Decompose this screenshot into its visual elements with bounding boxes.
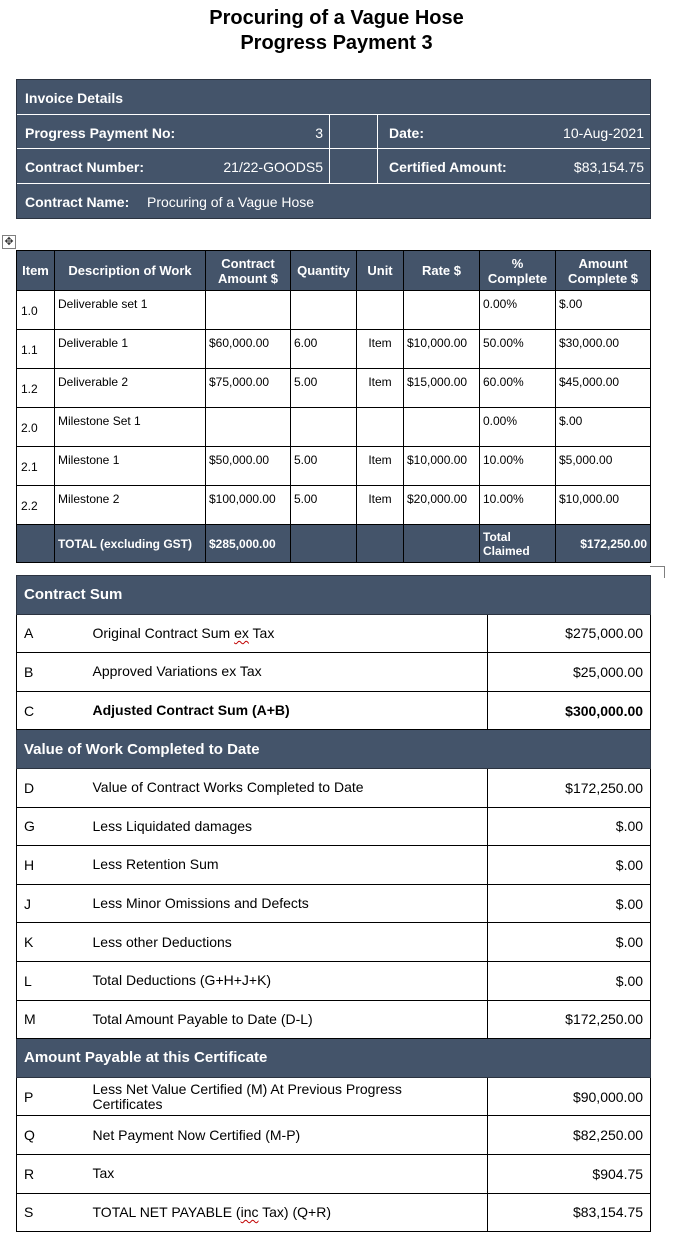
table-row — [17, 291, 651, 330]
summary-row — [17, 1000, 651, 1039]
column-header-item: Item — [17, 251, 55, 291]
item-quantity: 6.00 — [291, 330, 357, 369]
item-rate: $20,000.00 — [404, 486, 480, 525]
item-description: Deliverable 2 — [55, 369, 206, 408]
summary-row — [17, 1193, 651, 1232]
row-description: Approved Variations ex Tax — [93, 653, 488, 692]
table-resize-handle[interactable] — [650, 566, 665, 578]
item-unit: Item — [357, 447, 404, 486]
item-number: 2.1 — [17, 447, 55, 486]
row-amount: $172,250.00 — [488, 768, 651, 807]
invoice-details-panel — [16, 79, 651, 219]
summary-row — [17, 807, 651, 846]
item-rate: $15,000.00 — [404, 369, 480, 408]
row-description: Adjusted Contract Sum (A+B) — [93, 691, 488, 730]
move-cross-icon[interactable]: ✥ — [2, 235, 16, 249]
row-amount: $.00 — [488, 807, 651, 846]
item-percent-complete: 0.00% — [480, 291, 556, 330]
summary-row — [17, 884, 651, 923]
item-quantity — [291, 408, 357, 447]
item-quantity: 5.00 — [291, 486, 357, 525]
item-description: Deliverable 1 — [55, 330, 206, 369]
contract-number-value: 21/22-GOODS5 — [223, 159, 323, 175]
summary-row — [17, 961, 651, 1000]
row-code: M — [17, 1000, 93, 1039]
column-header-description: Description of Work — [55, 251, 206, 291]
row-amount: $172,250.00 — [488, 1000, 651, 1039]
row-amount: $300,000.00 — [488, 691, 651, 730]
table-row — [17, 486, 651, 525]
summary-row — [17, 1116, 651, 1155]
row-code: J — [17, 884, 93, 923]
row-code: A — [17, 614, 93, 653]
column-header-quantity: Quantity — [291, 251, 357, 291]
summary-row — [17, 614, 651, 653]
column-header-percent-complete: % Complete — [480, 251, 556, 291]
item-quantity: 5.00 — [291, 369, 357, 408]
row-amount: $82,250.00 — [488, 1116, 651, 1155]
item-unit — [357, 408, 404, 447]
item-rate — [404, 291, 480, 330]
item-number: 2.2 — [17, 486, 55, 525]
row-code: H — [17, 846, 93, 885]
column-header-contract-amount: Contract Amount $ — [206, 251, 291, 291]
row-description: Original Contract Sum ex Tax — [93, 614, 488, 653]
row-description: Less Minor Omissions and Defects — [93, 884, 488, 923]
column-header-amount-complete: Amount Complete $ — [556, 251, 651, 291]
item-contract-amount — [206, 408, 291, 447]
item-number: 1.1 — [17, 330, 55, 369]
item-quantity: 5.00 — [291, 447, 357, 486]
invoice-details-header: Invoice Details — [25, 90, 124, 106]
row-amount: $90,000.00 — [488, 1077, 651, 1116]
item-percent-complete: 10.00% — [480, 447, 556, 486]
summary-row — [17, 653, 651, 692]
row-amount: $.00 — [488, 961, 651, 1000]
certified-amount-value: $83,154.75 — [573, 159, 644, 175]
row-description: Less Liquidated damages — [93, 807, 488, 846]
document-title: Procuring of a Vague Hose — [209, 7, 464, 29]
row-code: C — [17, 691, 93, 730]
table-header-row — [17, 251, 651, 291]
divider — [329, 114, 330, 183]
item-rate: $10,000.00 — [404, 330, 480, 369]
item-contract-amount: $60,000.00 — [206, 330, 291, 369]
row-code: B — [17, 653, 93, 692]
summary-row — [17, 691, 651, 730]
total-empty-cell — [17, 525, 55, 563]
table-row — [17, 408, 651, 447]
total-claimed-amount: $172,250.00 — [556, 525, 651, 563]
contract-number-label: Contract Number: — [25, 159, 145, 175]
item-percent-complete: 50.00% — [480, 330, 556, 369]
item-amount-complete: $45,000.00 — [556, 369, 651, 408]
row-code: P — [17, 1077, 93, 1116]
row-amount: $.00 — [488, 884, 651, 923]
summary-row — [17, 1154, 651, 1193]
item-contract-amount: $75,000.00 — [206, 369, 291, 408]
summary-row — [17, 846, 651, 885]
item-amount-complete: $.00 — [556, 291, 651, 330]
column-header-unit: Unit — [357, 251, 404, 291]
row-code: D — [17, 768, 93, 807]
summary-row — [17, 923, 651, 962]
row-amount: $.00 — [488, 923, 651, 962]
row-code: G — [17, 807, 93, 846]
item-description: Deliverable set 1 — [55, 291, 206, 330]
item-unit: Item — [357, 369, 404, 408]
date-label: Date: — [389, 125, 425, 141]
row-description: Net Payment Now Certified (M-P) — [93, 1116, 488, 1155]
contract-name-value: Procuring of a Vague Hose — [147, 194, 315, 210]
row-code: L — [17, 961, 93, 1000]
progress-payment-no-label: Progress Payment No: — [25, 125, 176, 141]
row-description: Total Amount Payable to Date (D-L) — [93, 1000, 488, 1039]
item-number: 1.0 — [17, 291, 55, 330]
row-code: R — [17, 1154, 93, 1193]
certified-amount-label: Certified Amount: — [389, 159, 507, 175]
item-percent-complete: 60.00% — [480, 369, 556, 408]
divider — [17, 183, 650, 184]
total-empty-cell — [404, 525, 480, 563]
section-header — [17, 730, 651, 769]
section-title-work-completed: Value of Work Completed to Date — [17, 730, 651, 769]
item-rate: $10,000.00 — [404, 447, 480, 486]
total-empty-cell — [357, 525, 404, 563]
item-amount-complete: $.00 — [556, 408, 651, 447]
divider — [377, 114, 378, 183]
row-description: Less Net Value Certified (M) At Previous Progress Certificates — [93, 1077, 488, 1116]
item-unit: Item — [357, 330, 404, 369]
row-amount: $25,000.00 — [488, 653, 651, 692]
item-number: 2.0 — [17, 408, 55, 447]
item-description: Milestone 1 — [55, 447, 206, 486]
item-amount-complete: $30,000.00 — [556, 330, 651, 369]
summary-row — [17, 1077, 651, 1116]
item-amount-complete: $10,000.00 — [556, 486, 651, 525]
row-description: Less Retention Sum — [93, 846, 488, 885]
total-contract-amount: $285,000.00 — [206, 525, 291, 563]
section-title-amount-payable: Amount Payable at this Certificate — [17, 1039, 651, 1078]
row-amount: $904.75 — [488, 1154, 651, 1193]
item-percent-complete: 10.00% — [480, 486, 556, 525]
row-code: S — [17, 1193, 93, 1232]
row-code: Q — [17, 1116, 93, 1155]
total-empty-cell — [291, 525, 357, 563]
item-unit: Item — [357, 486, 404, 525]
section-header — [17, 576, 651, 615]
row-description: Tax — [93, 1154, 488, 1193]
section-title-contract-sum: Contract Sum — [17, 576, 651, 615]
item-contract-amount — [206, 291, 291, 330]
row-description: TOTAL NET PAYABLE (inc Tax) (Q+R) — [93, 1193, 488, 1232]
contract-name-label: Contract Name: — [25, 194, 130, 210]
table-row — [17, 447, 651, 486]
row-code: K — [17, 923, 93, 962]
total-row — [17, 525, 651, 563]
divider — [17, 114, 650, 115]
item-rate — [404, 408, 480, 447]
work-items-table — [16, 250, 651, 563]
row-amount: $275,000.00 — [488, 614, 651, 653]
row-description: Less other Deductions — [93, 923, 488, 962]
item-unit — [357, 291, 404, 330]
row-amount: $83,154.75 — [488, 1193, 651, 1232]
total-claimed-label: Total Claimed — [480, 525, 556, 563]
item-quantity — [291, 291, 357, 330]
row-description: Value of Contract Works Completed to Date — [93, 768, 488, 807]
table-row — [17, 369, 651, 408]
document-subtitle: Progress Payment 3 — [240, 32, 433, 54]
item-contract-amount: $100,000.00 — [206, 486, 291, 525]
item-description: Milestone 2 — [55, 486, 206, 525]
summary-row — [17, 768, 651, 807]
progress-payment-no-value: 3 — [315, 125, 323, 141]
item-description: Milestone Set 1 — [55, 408, 206, 447]
section-header — [17, 1039, 651, 1078]
row-description: Total Deductions (G+H+J+K) — [93, 961, 488, 1000]
item-percent-complete: 0.00% — [480, 408, 556, 447]
table-row — [17, 330, 651, 369]
payment-summary-table — [16, 575, 651, 1232]
item-amount-complete: $5,000.00 — [556, 447, 651, 486]
row-amount: $.00 — [488, 846, 651, 885]
date-value: 10-Aug-2021 — [563, 125, 644, 141]
item-number: 1.2 — [17, 369, 55, 408]
total-label: TOTAL (excluding GST) — [55, 525, 206, 563]
column-header-rate: Rate $ — [404, 251, 480, 291]
divider — [17, 148, 650, 149]
item-contract-amount: $50,000.00 — [206, 447, 291, 486]
